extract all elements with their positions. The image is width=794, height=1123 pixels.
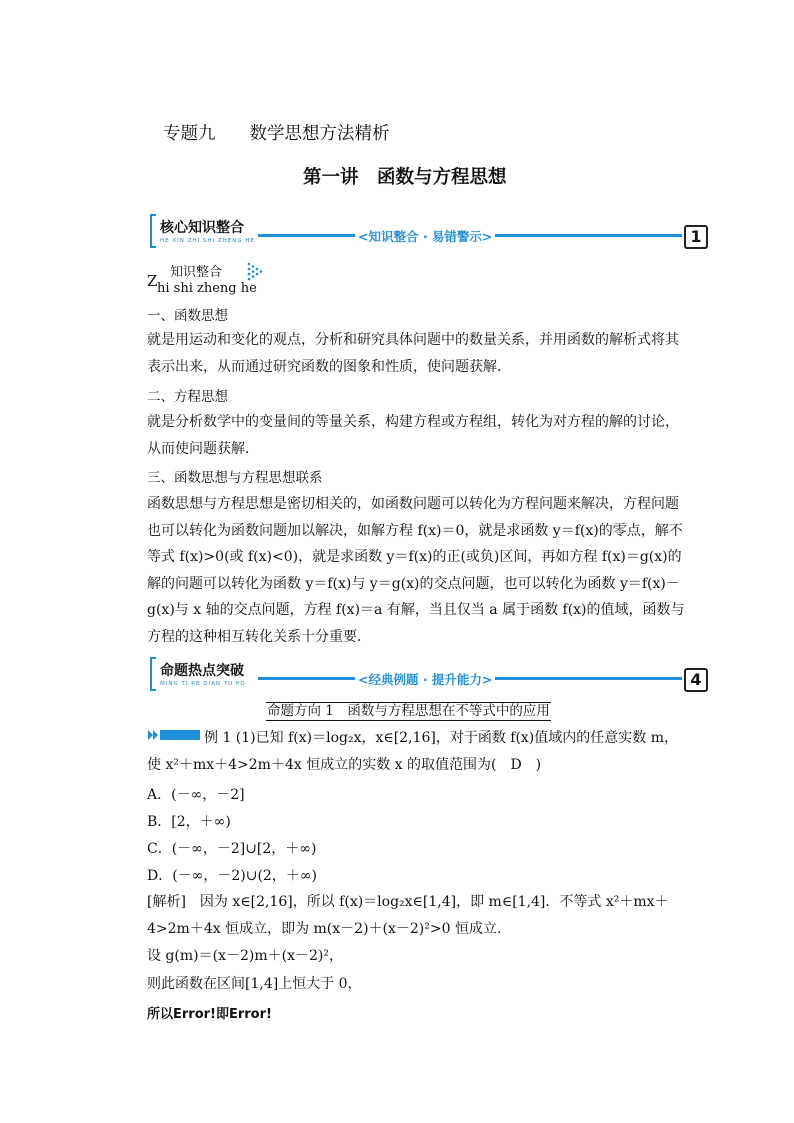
example-question: 例 1 (1)已知 f(x)＝log₂x，x∈[2,16]，对于函数 f(x)值域内的任意实数 m，使 x²＋mx＋4>2m＋4x 恒成立的实数 x 的取值范围为( D ): [147, 730, 678, 773]
direction-label: 命题方向 1 函数与方程思想在不等式中的应用: [267, 703, 550, 719]
banner-tag: <知识整合 · 易错警示>: [355, 227, 495, 245]
chapter-number: 专题九: [163, 124, 216, 144]
option-a: A．(－∞，－2]: [147, 787, 245, 803]
arrow-dots-icon: [247, 262, 265, 284]
heading-relation: 三、函数思想与方程思想联系: [147, 470, 323, 486]
sub-label-pinyin: hi shi zheng he: [157, 281, 257, 296]
analysis-line-4: 所以Error!即Error!: [147, 1007, 272, 1022]
banner-pinyin: MING TI RE DIAN TU PO: [160, 681, 246, 687]
banner-bracket-left: [150, 214, 156, 248]
paragraph-equation-idea: 就是分析数学中的变量间的等量关系，构建方程或方程组，转化为对方程的解的讨论，从而使问题获解．: [147, 414, 679, 457]
banner-tag: <经典例题 · 提升能力>: [355, 670, 495, 688]
banner-bracket-left: [150, 657, 156, 691]
banner-number: 4: [684, 668, 708, 692]
option-c: C．(－∞，－2]∪[2，＋∞): [147, 841, 317, 857]
sub-label-letter: Z: [147, 272, 158, 290]
banner-pinyin: HE XIN ZHI SHI ZHENG HE: [160, 238, 255, 244]
banner-title: 核心知识整合: [160, 220, 244, 236]
option-d: D．(－∞，－2)∪(2，＋∞): [147, 868, 317, 884]
option-b: B．[2，＋∞): [147, 814, 231, 830]
paragraph-function-idea: 就是用运动和变化的观点，分析和研究具体问题中的数量关系，并用函数的解析式将其表示出来，从而通过研究函数的图象和性质，使问题获解．: [147, 332, 679, 375]
analysis-text: [解析] 因为 x∈[2,16]，所以 f(x)＝log₂x∈[1,4]，即 m∈[1,4]．不等式 x²＋mx＋4>2m＋4x 恒成立，即为 m(x－2)＋(x－2)²>0 恒成立．: [147, 894, 669, 937]
paragraph-relation: 函数思想与方程思想是密切相关的，如函数问题可以转化为方程问题来解决，方程问题也可以转化为函数问题加以解决，如解方程 f(x)＝0，就是求函数 y＝f(x)的零点，解不等式 f(x)>0(或 f(x)<0)，就是求函数 y＝f(x)的正(或负)区间，再如方程 f(x)＝g(x)的解的问题可以转化为函数 y＝f(x)与 y＝g(x)的交点问题，也可以转化为函数 y＝f(x)－g(x)与 x 轴的交点问题，方程 f(x)＝a 有解，当且仅当 a 属于函数 f(x)的值域，函数与方程的这种相互转化关系十分重要．: [147, 496, 685, 645]
lecture-title: 第一讲 函数与方程思想: [303, 167, 507, 188]
banner-title: 命题热点突破: [160, 663, 244, 679]
heading-function-idea: 一、函数思想: [147, 308, 228, 324]
analysis-line-3: 则此函数在区间[1,4]上恒大于 0，: [147, 976, 362, 992]
heading-equation-idea: 二、方程思想: [147, 389, 228, 405]
analysis-line-2: 设 g(m)＝(x－2)m＋(x－2)²，: [147, 948, 343, 964]
chapter-heading: [163, 120, 390, 145]
banner-number: 1: [684, 225, 708, 249]
chapter-title: 数学思想方法精析: [249, 124, 390, 144]
sub-label-title: 知识整合: [170, 265, 223, 280]
